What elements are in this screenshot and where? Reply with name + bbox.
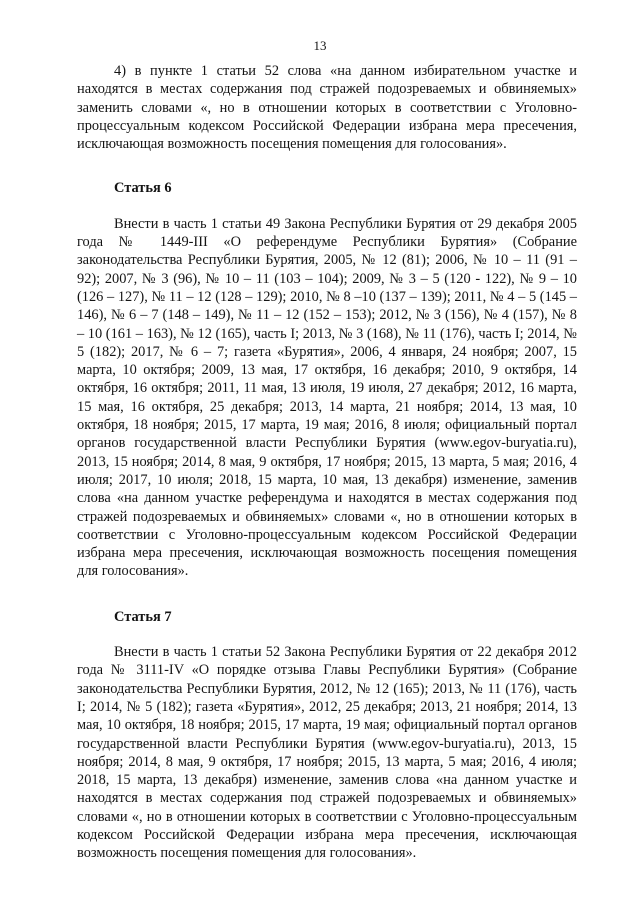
article-7-heading: Статья 7 bbox=[114, 608, 172, 625]
page-number: 13 bbox=[313, 38, 327, 53]
document-body bbox=[77, 62, 577, 863]
article-6-heading: Статья 6 bbox=[114, 180, 172, 197]
paragraph-item-4: 4) в пункте 1 статьи 52 слова «на данном избирательном участке и находятся в местах содержания под стражей подозреваемых и обвиняемых» заменить словами «, но в отношении которых в соответствии с Уголовно-процессуальным кодексом Российской Федерации избрана мера пресечения, исключающая возможность посещения помещения для голосования». bbox=[77, 63, 577, 153]
article-6-text: Внести в часть 1 статьи 49 Закона Республики Бурятия от 29 декабря 2005 года № 1449-III «О референдуме Республики Бурятия» (Собрание законодательства Республики Бурятия, 2005, № 12 (81); 2006, № 10 – 11 (91 – 92); 2007, № 3 (96), № 10 – 11 (103 – 104); 2009, № 3 – 5 (120 - 122), № 9 – 10 (126 – 127), № 11 – 12 (128 – 129); 2010, № 8 –10 (137 – 139); 2011, № 4 – 5 (145 – 146), № 6 – 7 (148 – 149), № 11 – 12 (152 – 153); 2012, № 3 (156), № 4 (157), № 8 – 10 (161 – 163), № 12 (165), часть I; 2013, № 3 (168), № 11 (176), часть I; 2014, № 5 (182); 2017, № 6 – 7; газета «Бурятия», 2006, 4 января, 24 ноября; 2007, 15 марта, 10 октября; 2009, 13 мая, 17 октября, 16 декабря; 2010, 9 октября, 14 октября, 16 октября; 2011, 11 мая, 13 июля, 19 июля, 27 декабря; 2012, 16 марта, 15 мая, 16 октября, 25 декабря; 2013, 14 марта, 21 ноября; 2014, 13 мая, 10 октября, 18 ноября; 2015, 17 марта, 19 мая; 2016, 8 июля; официальный портал органов государственной власти Республики Бурятия (www.egov-buryatia.ru), 2013, 15 ноября; 2014, 8 мая, 9 октября, 17 ноября; 2015, 13 марта, 5 мая; 2016, 4 июля; 2017, 10 июля; 2018, 15 марта, 10 мая, 13 декабря) изменение, заменив слова «на данном участке референдума и находятся в местах содержания под стражей подозреваемых и обвиняемых» словами «, но в отношении которых в соответствии с Уголовно-процессуальным кодексом Российской Федерации избрана мера пресечения, исключающая возможность посещения помещения для голосования». bbox=[77, 215, 577, 580]
article-7-text: Внести в часть 1 статьи 52 Закона Республики Бурятия от 22 декабря 2012 года № 3111-IV «О порядке отзыва Главы Республики Бурятия» (Собрание законодательства Республики Бурятия, 2012, № 12 (165); 2013, № 11 (176), часть I; 2014, № 5 (182); газета «Бурятия», 2012, 25 декабря; 2013, 21 ноября; 2014, 13 мая, 10 октября, 18 ноября; 2015, 17 марта, 19 мая; официальный портал органов государственной власти Республики Бурятия (www.egov-buryatia.ru), 2013, 15 ноября; 2014, 8 мая, 9 октября, 17 ноября; 2015, 13 марта, 5 мая; 2016, 4 июля; 2018, 15 марта, 13 декабря) изменение, заменив слова «на данном участке и находятся в местах содержания под стражей подозреваемых и обвиняемых» словами «, но в отношении которых в соответствии с Уголовно-процессуальным кодексом Российской Федерации избрана мера пресечения, исключающая возможность посещения помещения для голосования». bbox=[77, 644, 577, 862]
